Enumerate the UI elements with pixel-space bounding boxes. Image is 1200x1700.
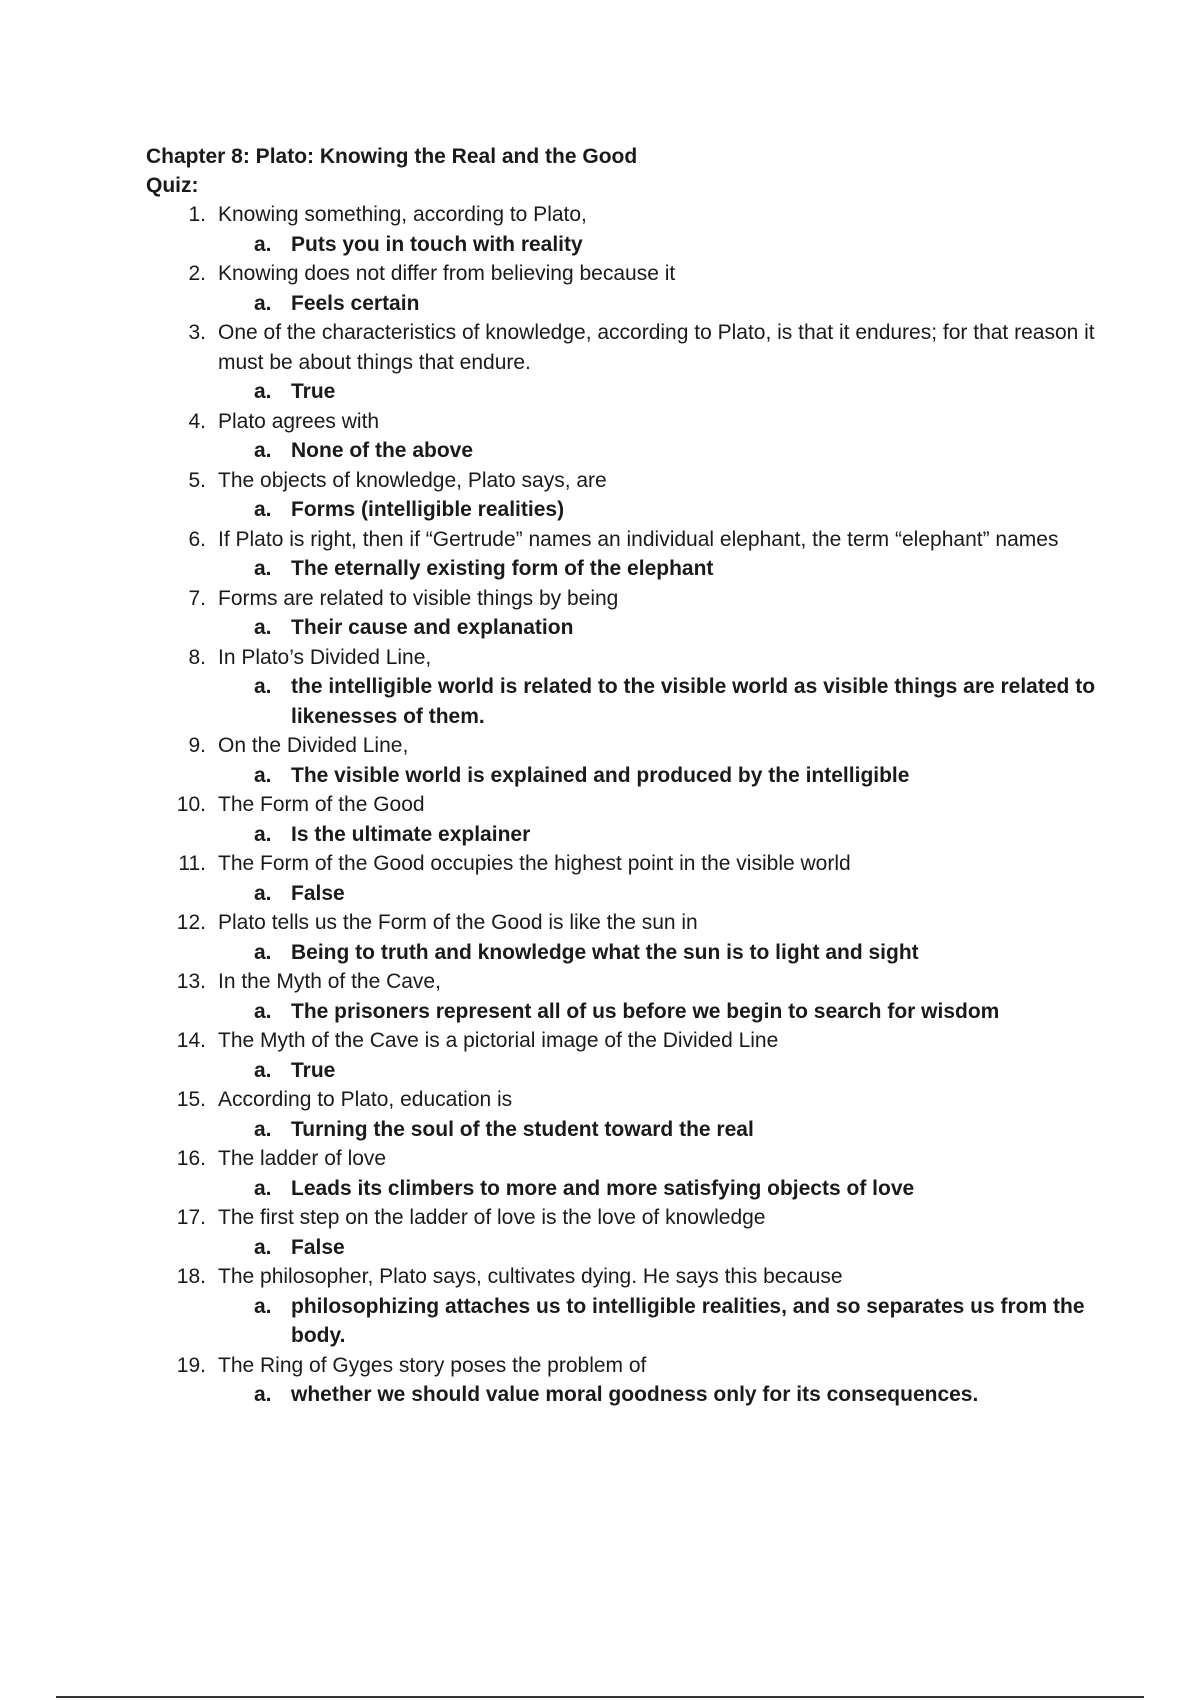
question-number: 11.	[178, 852, 206, 875]
answer-text: True	[291, 380, 336, 403]
question-item	[146, 407, 1106, 466]
question-number: 19.	[176, 1353, 206, 1377]
answer-letter: a.	[254, 881, 272, 905]
question-text: One of the characteristics of knowledge, according to Plato, is that it endures; for that reason it must be about things that endure.	[218, 321, 1095, 374]
answer-letter: a.	[254, 616, 272, 639]
answer-option	[218, 997, 1106, 1027]
answer-letter: a.	[254, 439, 272, 462]
question-item	[146, 1262, 1106, 1351]
answer-option	[218, 1380, 1106, 1410]
question-number: 18.	[176, 1265, 206, 1288]
question-number: 2.	[188, 262, 206, 285]
answer-option	[218, 938, 1106, 968]
question-item	[146, 525, 1106, 584]
question-item	[146, 967, 1106, 1026]
answer-text: Turning the soul of the student toward the real	[291, 1117, 754, 1141]
question-number: 5.	[188, 468, 206, 492]
question-text: Plato tells us the Form of the Good is like the sun in	[218, 911, 698, 934]
answer-text: Their cause and explanation	[291, 616, 574, 639]
answer-letter: a.	[254, 1235, 272, 1259]
answer-letter: a.	[254, 822, 272, 846]
question-number: 16.	[176, 1147, 206, 1170]
answer-text: None of the above	[291, 439, 474, 462]
answer-option	[218, 554, 1106, 584]
answer-option	[218, 879, 1106, 909]
answer-option	[218, 289, 1106, 319]
answer-text: The eternally existing form of the elephant	[291, 557, 714, 580]
question-item	[146, 1351, 1106, 1410]
question-item	[146, 318, 1106, 407]
answer-text: Is the ultimate explainer	[291, 822, 531, 846]
answer-letter: a.	[254, 1294, 272, 1318]
question-item	[146, 1203, 1106, 1262]
answer-letter: a.	[254, 675, 272, 698]
answer-text: False	[291, 1235, 345, 1259]
quiz-content	[146, 142, 1106, 1410]
question-text: According to Plato, education is	[218, 1088, 513, 1111]
answer-letter: a.	[254, 999, 272, 1023]
question-number: 7.	[188, 586, 206, 610]
question-number: 14.	[176, 1029, 206, 1052]
bottom-divider	[56, 1696, 1144, 1698]
question-item	[146, 849, 1106, 908]
answer-letter: a.	[254, 557, 272, 580]
answer-option	[218, 672, 1106, 731]
answer-option	[218, 230, 1106, 260]
answer-letter: a.	[254, 940, 272, 964]
answer-letter: a.	[254, 763, 272, 787]
question-text: The ladder of love	[218, 1147, 387, 1170]
question-text: Knowing something, according to Plato,	[218, 203, 587, 226]
answer-option	[218, 1174, 1106, 1204]
question-number: 9.	[188, 734, 206, 757]
question-number: 4.	[188, 409, 206, 433]
answer-text: False	[291, 881, 345, 905]
question-text: Plato agrees with	[218, 409, 380, 433]
answer-option	[218, 377, 1106, 407]
answer-option	[218, 613, 1106, 643]
question-list	[146, 200, 1106, 1410]
question-text: The philosopher, Plato says, cultivates dying. He says this because	[218, 1265, 843, 1288]
question-item	[146, 1085, 1106, 1144]
answer-option	[218, 1115, 1106, 1145]
question-item	[146, 200, 1106, 259]
question-text: The first step on the ladder of love is the love of knowledge	[218, 1206, 766, 1229]
question-item	[146, 584, 1106, 643]
question-text: In Plato’s Divided Line,	[218, 645, 432, 669]
answer-letter: a.	[254, 1176, 272, 1200]
question-item	[146, 259, 1106, 318]
question-text: Knowing does not differ from believing because it	[218, 262, 676, 285]
question-number: 3.	[188, 321, 206, 344]
question-item	[146, 466, 1106, 525]
answer-letter: a.	[254, 498, 272, 521]
question-item	[146, 790, 1106, 849]
answer-text: Being to truth and knowledge what the sun is to light and sight	[291, 940, 919, 964]
answer-letter: a.	[254, 1117, 272, 1141]
question-number: 10.	[176, 793, 206, 816]
answer-option	[218, 1233, 1106, 1263]
question-number: 12.	[176, 911, 206, 934]
answer-text: The visible world is explained and produced by the intelligible	[291, 763, 910, 787]
quiz-heading: Quiz:	[146, 174, 199, 197]
question-item	[146, 908, 1106, 967]
answer-letter: a.	[254, 380, 272, 403]
answer-option	[218, 761, 1106, 791]
answer-text: Feels certain	[291, 291, 420, 315]
answer-text: whether we should value moral goodness only for its consequences.	[291, 1383, 979, 1406]
question-number: 13.	[176, 970, 206, 993]
question-number: 6.	[188, 527, 206, 551]
question-number: 15.	[176, 1088, 206, 1111]
answer-letter: a.	[254, 1058, 272, 1082]
question-number: 8.	[188, 645, 206, 669]
question-item	[146, 1026, 1106, 1085]
question-text: Forms are related to visible things by being	[218, 586, 619, 610]
answer-text: True	[291, 1058, 336, 1082]
question-number: 1.	[188, 203, 206, 226]
answer-text: Puts you in touch with reality	[291, 232, 583, 256]
answer-text: philosophizing attaches us to intelligible realities, and so separates us from the body.	[291, 1294, 1085, 1347]
answer-option	[218, 820, 1106, 850]
question-text: If Plato is right, then if “Gertrude” names an individual elephant, the term “elephant” names	[218, 527, 1059, 551]
answer-text: Forms (intelligible realities)	[291, 498, 565, 521]
question-text: The Ring of Gyges story poses the problem of	[218, 1353, 647, 1377]
question-text: The Myth of the Cave is a pictorial image of the Divided Line	[218, 1029, 779, 1052]
question-item	[146, 1144, 1106, 1203]
answer-text: Leads its climbers to more and more satisfying objects of love	[291, 1176, 915, 1200]
answer-option	[218, 1292, 1106, 1351]
question-item	[146, 643, 1106, 732]
question-text: The objects of knowledge, Plato says, are	[218, 468, 607, 492]
chapter-title: Chapter 8: Plato: Knowing the Real and the Good	[146, 145, 638, 168]
question-item	[146, 731, 1106, 790]
question-text: In the Myth of the Cave,	[218, 970, 441, 993]
question-text: The Form of the Good occupies the highest point in the visible world	[218, 852, 851, 875]
question-number: 17.	[176, 1206, 206, 1229]
answer-option	[218, 436, 1106, 466]
question-text: The Form of the Good	[218, 793, 425, 816]
answer-letter: a.	[254, 291, 272, 315]
answer-letter: a.	[254, 1383, 272, 1406]
answer-text: The prisoners represent all of us before we begin to search for wisdom	[291, 999, 1000, 1023]
answer-option	[218, 1056, 1106, 1086]
answer-option	[218, 495, 1106, 525]
answer-text: the intelligible world is related to the visible world as visible things are related to likenesses of them.	[291, 675, 1096, 728]
question-text: On the Divided Line,	[218, 734, 409, 757]
answer-letter: a.	[254, 232, 272, 256]
